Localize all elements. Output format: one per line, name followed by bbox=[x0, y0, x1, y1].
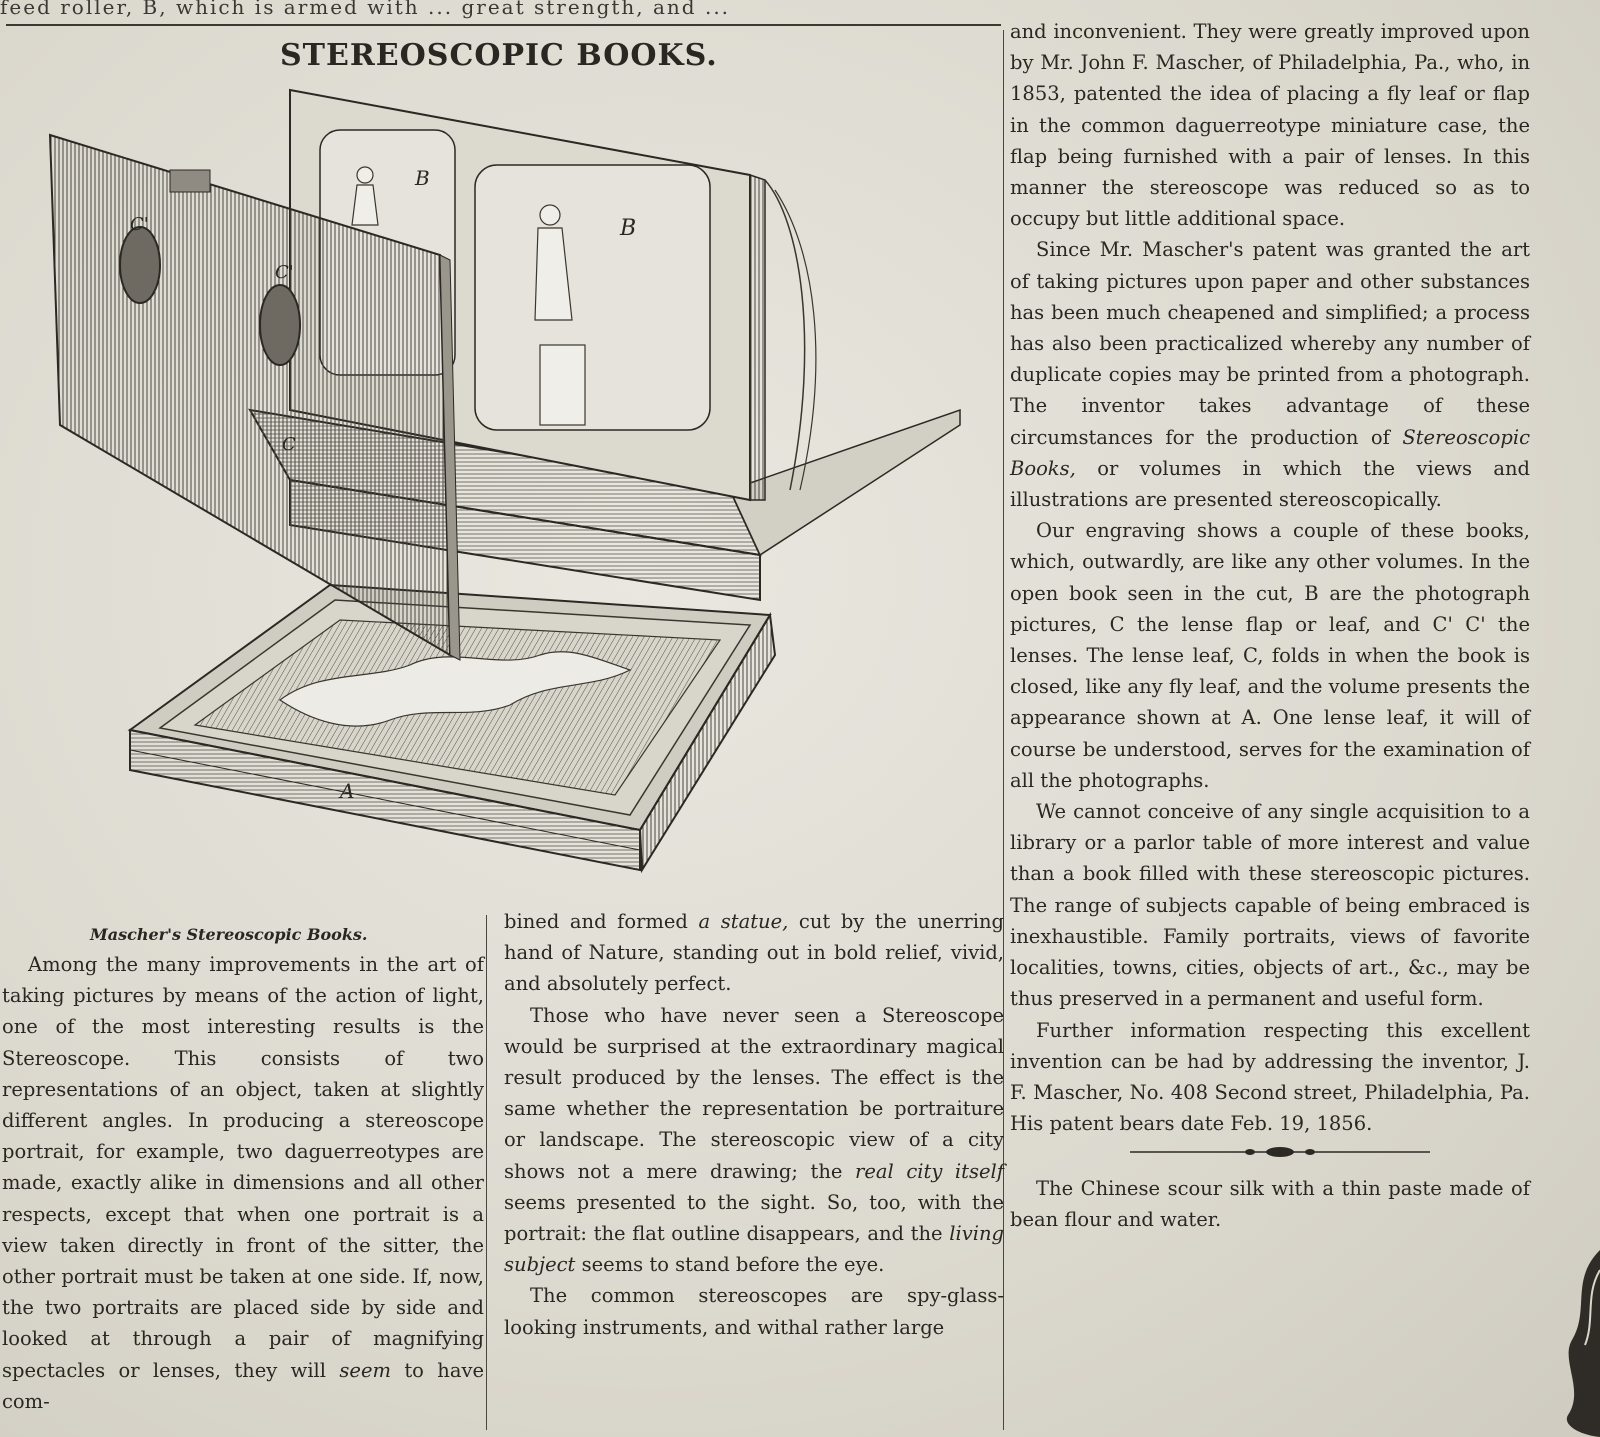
col2-paragraph-2: Those who have never seen a Stereoscope would be surprised at the extraordinary magical result produced by the lenses. The effect is the same whether the representation be portraiture or landscape. The stereoscopic view of a city shows not a mere drawing; the real city itself seems presented to the sight. So, too, with the portrait: the flat outline disappears, and the living subject seems to stand before the eye. bbox=[504, 1003, 1005, 1277]
col3-paragraph-2: Since Mr. Mascher's patent was granted the art of taking pictures upon paper and other substances has been much cheapened and simplified; a process has also been practicalized whereby any number of duplicate copies may be printed from a photograph. The inventor takes advantage of these circumstances for the production of Stereoscopic Books, or volumes in which the views and illustrations are presented stereoscopically. bbox=[1010, 238, 1531, 512]
col2-paragraph-1: bined and formed a statue, cut by the unerring hand of Nature, standing out in bold relief, vivid, and absolutely perfect. bbox=[504, 910, 1004, 996]
column-left bbox=[2, 949, 484, 1417]
label-c-prime-left: C' bbox=[130, 214, 149, 235]
column-right bbox=[1010, 16, 1530, 1235]
label-a: A bbox=[340, 779, 355, 803]
label-c-prime-right: C' bbox=[275, 262, 294, 283]
col3-paragraph-6: The Chinese scour silk with a thin paste made of bean flour and water. bbox=[1010, 1176, 1530, 1231]
stereoscopic-books-engraving bbox=[30, 80, 990, 910]
col2-paragraph-3: The common stereoscopes are spy-glass-looking instruments, and withal rather large bbox=[504, 1284, 1004, 1339]
engraving-caption: Mascher's Stereoscopic Books. bbox=[90, 925, 368, 944]
cut-off-previous-article-line: feed roller, B, which is armed with ... great strength, and ... bbox=[0, 0, 731, 19]
lens-right bbox=[260, 285, 300, 365]
col3-paragraph-5: Further information respecting this excellent invention can be had by addressing the inventor, J. F. Mascher, No. 408 Second street, Philadelphia, Pa. His patent bears date Feb. 19, 1856. bbox=[1010, 1018, 1530, 1136]
emphasis-a-statue: a statue, bbox=[698, 910, 789, 933]
emphasis-real-city: real city itself bbox=[855, 1159, 1004, 1183]
emphasis-stereoscopic-books: Stereoscopic Books, bbox=[1010, 425, 1530, 480]
col3-paragraph-1: and inconvenient. They were greatly improved upon by Mr. John F. Mascher, of Philadelphia, Pa., who, in 1853, patented the idea of placing a fly leaf or flap in the common daguerreotype miniature case, the flap being furnished with a pair of lenses. In this manner the stereoscope was reduced so as to occupy but little additional space. bbox=[1010, 20, 1530, 231]
col1-paragraph-1: Among the many improvements in the art of taking pictures by means of the action of light, one of the most interesting results is the Stereoscope. This consists of two representations of an object, taken at slightly different angles. In producing a stereoscope portrait, for example, two daguerreotypes are made, exactly alike in dimensions and all other respects, except that when one portrait is a view taken directly in front of the sitter, the other portrait must be taken at one side. If, now, the two portraits are placed side by side and looked at through a pair of magnifying spectacles or lenses, they will seem to have com- bbox=[2, 953, 484, 1413]
lens-left bbox=[120, 227, 160, 303]
article-headline: STEREOSCOPIC BOOKS. bbox=[280, 38, 718, 73]
column-divider-left bbox=[486, 915, 487, 1430]
border-scroll-ornament bbox=[1560, 1250, 1600, 1437]
section-divider-ornament bbox=[1130, 1143, 1430, 1161]
col3-paragraph-4: We cannot conceive of any single acquisition to a library or a parlor table of more interest and value than a book filled with these stereoscopic pictures. The range of subjects capable of being embraced is inexhaustible. Family portraits, views of favorite localities, towns, cities, objects of art., &c., may be thus preserved in a permanent and useful form. bbox=[1010, 800, 1530, 1011]
emphasis-living-subject: living subject bbox=[504, 1222, 1005, 1277]
label-b-left: B bbox=[415, 166, 430, 190]
top-column-rule bbox=[6, 24, 1001, 26]
column-middle bbox=[504, 906, 1004, 1343]
col3-paragraph-3: Our engraving shows a couple of these books, which, outwardly, are like any other volumes. In the open book seen in the cut, B are the photograph pictures, C the lense flap or leaf, and C' C' the lenses. The lense leaf, C, folds in when the book is closed, like any fly leaf, and the volume presents the appearance shown at A. One lense leaf, it will of course be understood, serves for the examination of all the photographs. bbox=[1010, 519, 1530, 792]
emphasis-seem: seem bbox=[339, 1358, 391, 1382]
label-c: C bbox=[282, 434, 296, 455]
label-b-right: B bbox=[620, 216, 637, 241]
